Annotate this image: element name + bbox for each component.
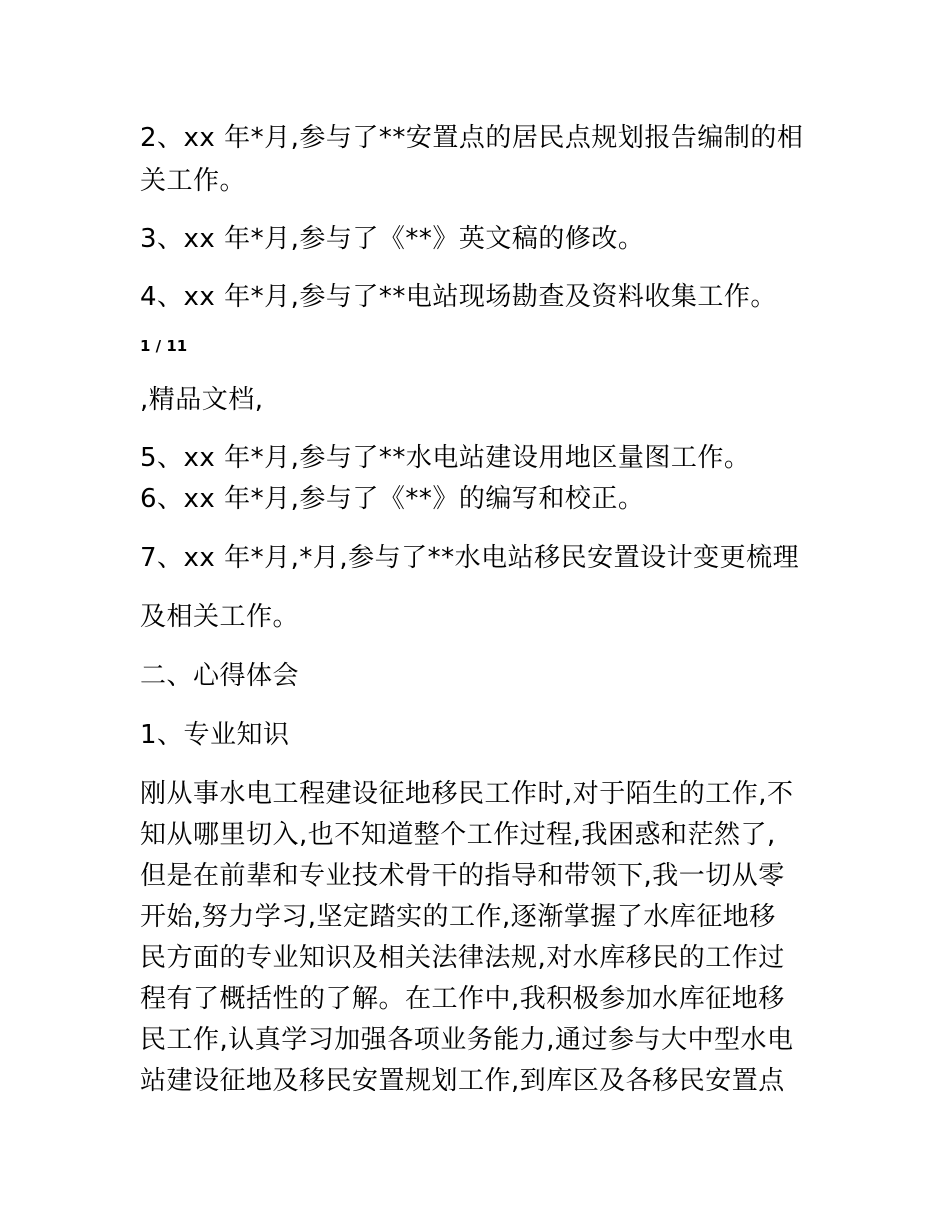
section-heading: 二、心得体会 <box>140 661 300 691</box>
subsection-heading: 1、专业知识 <box>140 720 290 750</box>
watermark-text: ,精品文档, <box>140 385 264 415</box>
paragraph-line: 知从哪里切入,也不知道整个工作过程,我困惑和茫然了, <box>140 820 776 850</box>
list-item: 4、xx 年*月,参与了**电站现场勘查及资料收集工作。 <box>140 282 777 312</box>
list-item: 及相关工作。 <box>140 602 300 632</box>
list-item: 7、xx 年*月,*月,参与了**水电站移民安置设计变更梳理 <box>140 543 800 573</box>
list-item: 5、xx 年*月,参与了**水电站建设用地区量图工作。 <box>140 443 751 473</box>
page-number: 1 / 11 <box>140 337 188 355</box>
paragraph-line: 刚从事水电工程建设征地移民工作时,对于陌生的工作,不 <box>140 779 794 809</box>
paragraph-line: 但是在前辈和专业技术骨干的指导和带领下,我一切从零 <box>140 861 785 891</box>
paragraph-line: 开始,努力学习,坚定踏实的工作,逐渐掌握了水库征地移 <box>140 902 776 932</box>
paragraph-line: 民工作,认真学习加强各项业务能力,通过参与大中型水电 <box>140 1025 794 1055</box>
paragraph-line: 程有了概括性的了解。在工作中,我积极参加水库征地移 <box>140 984 785 1014</box>
list-item: 关工作。 <box>140 166 247 196</box>
list-item: 3、xx 年*月,参与了《**》英文稿的修改。 <box>140 224 645 254</box>
list-item: 2、xx 年*月,参与了**安置点的居民点规划报告编制的相 <box>140 123 804 153</box>
paragraph-line: 民方面的专业知识及相关法律法规,对水库移民的工作过 <box>140 943 785 973</box>
list-item: 6、xx 年*月,参与了《**》的编写和校正。 <box>140 484 645 514</box>
paragraph-line: 站建设征地及移民安置规划工作,到库区及各移民安置点 <box>140 1066 785 1096</box>
